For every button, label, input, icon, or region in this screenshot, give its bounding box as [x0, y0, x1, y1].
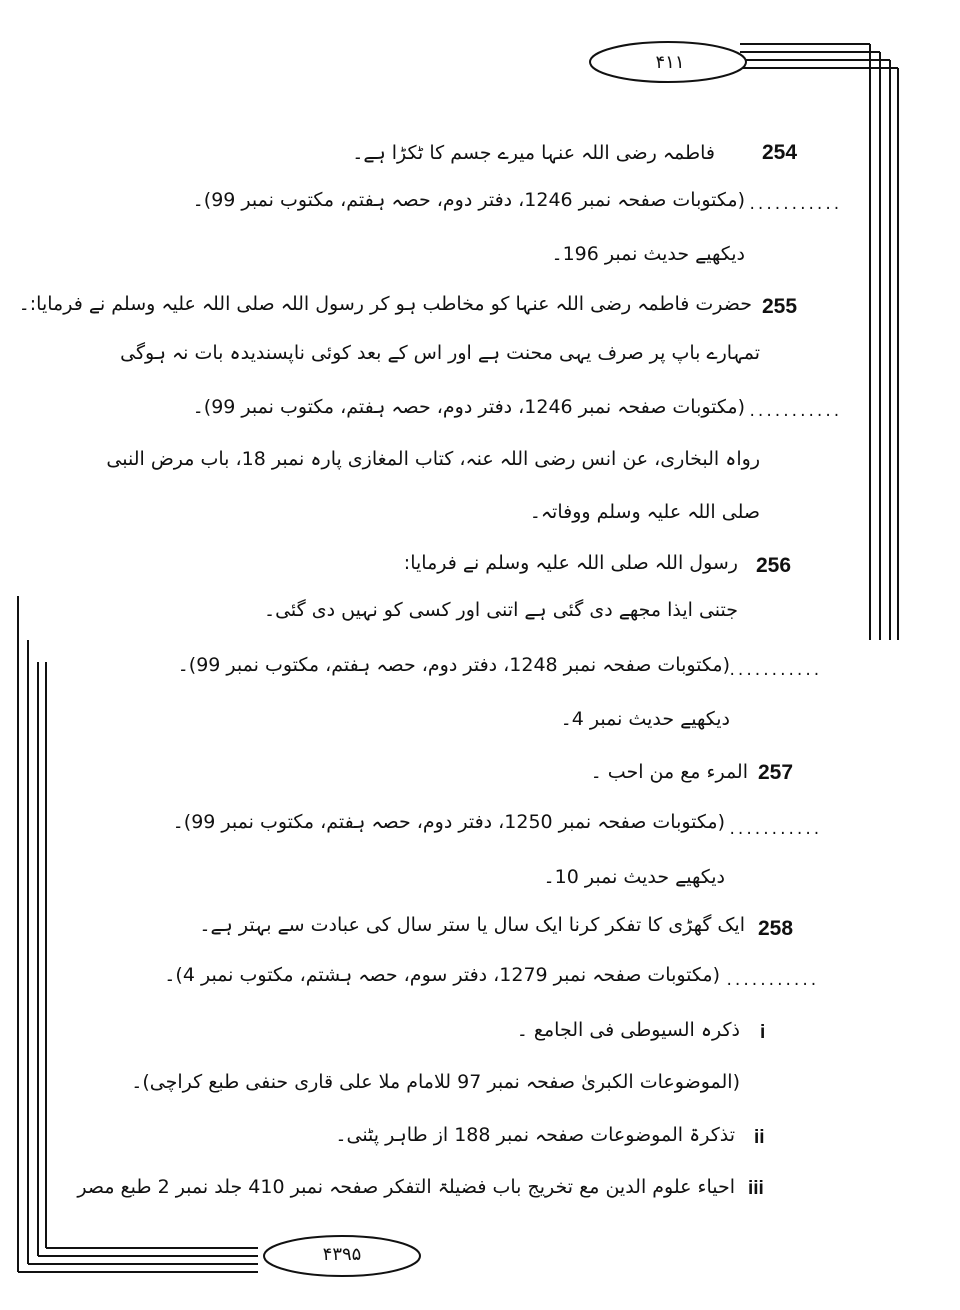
- hadith-256-text: رسول اللہ صلی اللہ علیہ وسلم نے فرمایا:: [403, 552, 738, 574]
- hadith-256-reference: (مکتوبات صفحہ نمبر 1248، دفتر دوم، حصہ ہفتم، مکتوب نمبر 99)۔: [177, 654, 730, 676]
- hadith-number-258: 258: [758, 917, 794, 940]
- dots-leader: ...........: [728, 663, 821, 679]
- subnote-label-iii: iii: [748, 1178, 764, 1199]
- bottom-page-number: ۴۳۹۵: [322, 1244, 362, 1265]
- hadith-255-text: حضرت فاطمہ رضی اللہ عنہا کو مخاطب ہو کر رسول اللہ صلی اللہ علیہ وسلم نے فرمایا:۔: [18, 293, 752, 315]
- subnote-i-text: ذکرہ السیوطی فی الجامع ۔: [516, 1019, 740, 1041]
- hadith-256-text-cont: جتنی ایذا مجھے دی گئی ہے اتنی اور کسی کو نہیں دی گئی۔: [263, 599, 738, 621]
- subnote-label-i: i: [760, 1022, 766, 1043]
- hadith-255-reference: (مکتوبات صفحہ نمبر 1246، دفتر دوم، حصہ ہفتم، مکتوب نمبر 99)۔: [192, 396, 745, 418]
- hadith-255-text-cont: تمہارے باپ پر صرف یہی محنت ہے اور اس کے بعد کوئی ناپسندیدہ بات نہ ہوگی: [120, 342, 760, 364]
- hadith-254-see-also: دیکھیے حدیث نمبر 196۔: [551, 243, 745, 265]
- hadith-258-text: ایک گھڑی کا تفکر کرنا ایک سال یا ستر سال کی عبادت سے بہتر ہے۔: [199, 914, 745, 936]
- subnote-label-ii: ii: [754, 1127, 765, 1148]
- top-page-number: ۴۱۱: [655, 52, 685, 73]
- hadith-255-note: رواہ البخاری، عن انس رضی اللہ عنہ، کتاب المغازی پارہ نمبر 18، باب مرض النبی: [106, 448, 760, 470]
- hadith-254-reference: (مکتوبات صفحہ نمبر 1246، دفتر دوم، حصہ ہفتم، مکتوب نمبر 99)۔: [192, 189, 745, 211]
- dots-leader: ...........: [748, 197, 841, 213]
- hadith-257-reference: (مکتوبات صفحہ نمبر 1250، دفتر دوم، حصہ ہفتم، مکتوب نمبر 99)۔: [172, 811, 725, 833]
- subnote-i-text-cont: (الموضوعات الکبریٰ صفحہ نمبر 97 للامام ملا علی قاری حنفی طبع کراچی)۔: [131, 1071, 740, 1093]
- subnote-ii-text: تذکرۃ الموضوعات صفحہ نمبر 188 از طاہر پٹنی۔: [335, 1124, 735, 1146]
- hadith-254-text: فاطمہ رضی اللہ عنہا میرے جسم کا ٹکڑا ہے۔: [352, 142, 715, 164]
- hadith-255-note-cont: صلی اللہ علیہ وسلم ووفاتہ۔: [529, 501, 760, 523]
- dots-leader: ...........: [748, 404, 841, 420]
- hadith-number-256: 256: [756, 554, 792, 577]
- hadith-number-257: 257: [758, 761, 794, 784]
- hadith-number-254: 254: [762, 141, 798, 164]
- hadith-256-see-also: دیکھیے حدیث نمبر 4۔: [560, 708, 730, 730]
- dots-leader: ...........: [725, 973, 818, 989]
- hadith-257-text: المرء مع من احب ۔: [590, 761, 748, 783]
- hadith-number-255: 255: [762, 295, 798, 318]
- hadith-257-see-also: دیکھیے حدیث نمبر 10۔: [543, 866, 725, 888]
- hadith-258-reference: (مکتوبات صفحہ نمبر 1279، دفتر سوم، حصہ ہشتم، مکتوب نمبر 4)۔: [164, 964, 720, 986]
- subnote-iii-text: احیاء علوم الدین مع تخریج باب فضیلۃ التفکر صفحہ نمبر 410 جلد نمبر 2 طبع مصر: [77, 1176, 735, 1198]
- dots-leader: ...........: [728, 822, 821, 838]
